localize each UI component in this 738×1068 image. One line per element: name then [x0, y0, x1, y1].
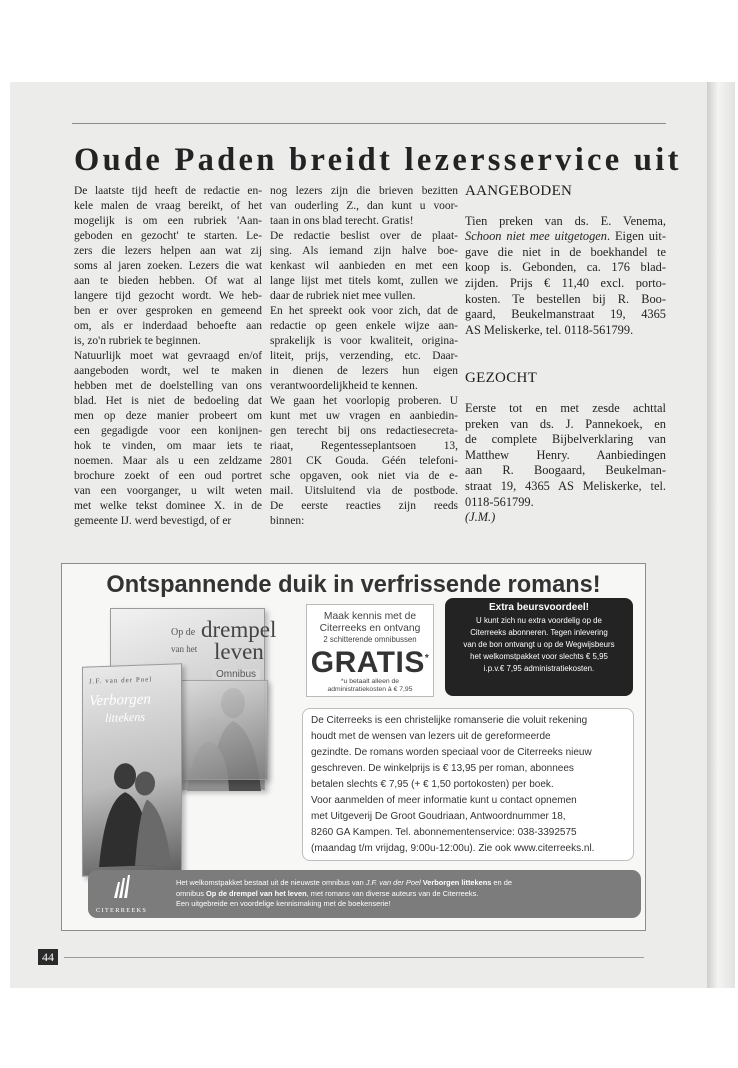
offered-line: gaard, Beukelmanstraat 19, 4365: [465, 307, 666, 322]
offered-book-title: Schoon niet mee uitgetogen: [465, 229, 607, 244]
offered-line-rest: . Eigen uit-: [607, 229, 666, 244]
extra-line: van de bon ontvangt u op de Wegwijsbeurs: [463, 640, 615, 649]
book-cover-verborgen: [82, 663, 182, 876]
book-text: leven: [214, 639, 264, 664]
extra-line: Citerreeks abonneren. Tegen inlevering: [470, 628, 608, 637]
article-line: brochure zoekt of een oud portret: [74, 470, 262, 482]
offered-text: [465, 245, 666, 339]
offered-line: Tien preken van ds. E. Venema,: [465, 213, 666, 228]
article-line: zers die lezers helpen aan wat zij: [74, 245, 262, 257]
wanted-line: Eerste tot en met zesde achttal: [465, 400, 666, 415]
gratis-asterisk: *: [424, 653, 430, 664]
article-line: sprakelijk is voor kwaliteit, origina-: [270, 335, 458, 347]
article-line: van ouderling Z., dan kunt u voor-: [270, 200, 458, 212]
article-line: lange lijst met titels komt, zullen we: [270, 275, 458, 287]
ad-footer: [88, 870, 641, 918]
citerreeks-info-box: [302, 708, 634, 861]
article-line: hok te vinden, om maar iets te: [74, 440, 262, 452]
article-line: liteit, prijs, verzending, etc. Daar-: [270, 350, 458, 362]
article-line: riaat, Regentesseplantsoen 13,: [270, 440, 458, 452]
wanted-line: de complete Bijbelverklaring van: [465, 432, 666, 447]
wanted-line: preken van ds. J. Pannekoek, en: [465, 416, 666, 431]
book-text: Omnibus: [212, 669, 260, 680]
article-line: De eerste reacties zijn reeds: [270, 500, 458, 512]
info-line: Voor aanmelden of meer informatie kunt u contact opnemen: [311, 795, 577, 806]
gratis-note: administratiekosten à € 7,95: [327, 686, 413, 693]
article-title: Oude Paden breidt lezersservice uit: [74, 142, 682, 178]
info-line: houdt met de wensen van lezers uit de gereformeerde: [311, 731, 551, 742]
info-line: met Uitgeverij De Groot Goudriaan, Antwoordnummer 18,: [311, 811, 566, 822]
gratis-offer-box: [306, 604, 434, 697]
page-edge: [707, 82, 735, 988]
wanted-line: Matthew Henry. Aanbiedingen: [465, 447, 666, 462]
article-line: daar de rubriek niet mee vullen.: [270, 290, 416, 302]
article-line: De redactie beslist over de plaat-: [270, 230, 458, 242]
article-line: noemen. Maar als u een zeldzame: [74, 455, 262, 467]
article-line: mogelijk is om een rubriek 'Aan-: [74, 215, 262, 227]
wanted-text: [465, 401, 666, 510]
article-line: 2801 CK Gouda. Géén telefoni-: [270, 455, 458, 467]
article-line: nog lezers zijn die brieven bezitten: [270, 185, 458, 197]
info-line: gezindte. De romans worden speciaal voor de Citerreeks nieuw: [311, 747, 592, 758]
book-text: Op de: [171, 627, 196, 638]
footer-text-part: Het welkomstpakket bestaat uit de nieuwste omnibus van: [176, 878, 366, 887]
footer-author: J.F. van der Poel: [365, 878, 421, 887]
gratis-note: *u betaalt alleen de: [340, 678, 400, 685]
article-line: langere tijd gezocht wordt. We heb-: [74, 290, 262, 302]
article-line: soms al jaren zoeken. Lezers die wat: [74, 260, 262, 272]
article-line: kenkast wil aanbieden en met een: [270, 260, 458, 272]
wanted-line: aan R. Boogaard, Beukelman-: [465, 463, 666, 478]
footer-book-title: Verborgen littekens: [420, 878, 492, 887]
couple-illustration: [95, 754, 175, 867]
article-column-1: [74, 184, 262, 529]
gratis-intro: Citerreeks en ontvang: [319, 623, 421, 634]
extra-line: i.p.v.€ 7,95 administratiekosten.: [483, 664, 595, 673]
wanted-heading: GEZOCHT: [465, 370, 538, 387]
article-line: binnen:: [270, 515, 305, 527]
article-line: hebben met de doelstelling van ons: [74, 380, 262, 392]
article-line: De laatste tijd heeft de redactie en-: [74, 185, 262, 197]
page-number: 44: [38, 949, 58, 965]
article-line: Natuurlijk moet wat gevraagd en/of: [74, 350, 262, 362]
article-line: ben er over gesproken en gemeend: [74, 305, 262, 317]
wanted-line: 0118-561799.: [465, 494, 534, 509]
article-line: van een voorganger, u wilt weten: [74, 485, 262, 497]
offered-line: [465, 229, 666, 245]
article-line: aan te bieden hebben. Of wat al: [74, 275, 262, 287]
article-line: kele malen de vraag bereikt, of het: [74, 200, 262, 212]
footer-text-part: omnibus: [176, 888, 206, 898]
offered-line: koop is. Gebonden, ca. 176 blad-: [465, 260, 666, 275]
article-line: is, zo'n rubriek te beginnen.: [74, 335, 201, 347]
extra-line: U kunt zich nu extra voordelig op de: [476, 616, 602, 625]
article-line: geboden en gezocht' te starten. Le-: [74, 230, 262, 242]
info-line: geschreven. De winkelprijs is € 13,95 per roman, abonnees: [311, 763, 574, 774]
footer-text-part: en de: [491, 878, 512, 887]
extra-text: [445, 615, 633, 675]
article-line: redactie op geen enkele wijze aan-: [270, 320, 458, 332]
ad-headline: Ontspannende duik in verfrissende romans!: [106, 572, 601, 598]
gratis-word: GRATIS: [310, 646, 425, 679]
offered-line: gave die niet in de boekhandel te: [465, 244, 666, 259]
wanted-line: straat 19, 4365 AS Meliskerke, tel.: [465, 478, 666, 493]
info-line: De Citerreeks is een christelijke romanserie die voluit rekening: [311, 715, 588, 726]
footer-book-title: Op de drempel van het leven: [206, 888, 307, 898]
book-text: drempel: [201, 617, 277, 642]
book-author: J.F. van der Poel: [89, 675, 153, 686]
article-line: blad. Het is niet de bedoeling dat: [74, 395, 262, 407]
article-line: in dienen de lezers hun eigen: [270, 365, 458, 377]
book-cover-back: [178, 680, 268, 780]
logo-wordmark: CITERREEKS: [96, 907, 148, 914]
article-line: men op deze manier probeert om: [74, 410, 262, 422]
offered-line: AS Meliskerke, tel. 0118-561799.: [465, 322, 634, 337]
article-line: een gegadigde voor een konijnen-: [74, 425, 262, 437]
info-line: betalen slechts € 7,95 (+ € 1,50 portokosten) per boek.: [311, 779, 554, 790]
offered-line: zijden. Prijs € 11,40 excl. porto-: [465, 275, 666, 290]
article-line: aangeboden wordt, wel te maken: [74, 365, 262, 377]
article-line: mail. Uitsluitend via de postbode.: [270, 485, 458, 497]
book-title: littekens: [105, 709, 145, 725]
footer-text-part: Een uitgebreide en voordelige kennismaking met de boekenserie!: [176, 899, 391, 909]
book-text: van het: [171, 644, 198, 654]
bottom-rule: [64, 957, 644, 958]
book-title: Verborgen: [89, 691, 151, 710]
top-rule: [72, 123, 666, 124]
article-line: sing. Als iemand zijn halve boe-: [270, 245, 458, 257]
footer-text: [176, 878, 631, 910]
signature-text: (J.M.): [465, 510, 496, 525]
article-line: verantwoordelijkheid te kennen.: [270, 380, 418, 392]
extra-offer-box: [445, 598, 633, 696]
gratis-intro: 2 schitterende omnibussen: [323, 635, 417, 644]
extra-line: het welkomstpakket voor slechts € 5,95: [470, 652, 608, 661]
info-line: (maandag t/m vrijdag, 9:00u-12:00u). Zie ook www.citerreeks.nl.: [311, 843, 595, 854]
article-line: We gaan het voorlopig proberen. U: [270, 395, 458, 407]
article-column-2: [270, 184, 458, 529]
article-line: met welke tekst dominee X. in de: [74, 500, 262, 512]
article-line: om, als er inderdaad behoefte aan: [74, 320, 262, 332]
article-line: taan in ons blad terecht. Gratis!: [270, 215, 414, 227]
article-line: kunt met uw vragen en aanbiedin-: [270, 410, 458, 422]
article-line: gemeente IJ. werd bevestigd, of er: [74, 515, 232, 527]
gratis-intro: Maak kennis met de: [323, 611, 417, 622]
article-column-3: [465, 184, 666, 526]
offered-line: kosten. Te bestellen bij R. Boo-: [465, 291, 666, 306]
article-line: gen terecht bij ons redactiesecreta-: [270, 425, 458, 437]
article-line: En het spreekt ook voor zich, dat de: [270, 305, 458, 317]
footer-text-part: , met romans van diverse auteurs van de Citerreeks.: [306, 888, 479, 898]
offered-heading: AANGEBODEN: [465, 183, 573, 199]
citerreeks-logo-icon: [112, 874, 134, 900]
info-line: 8260 GA Kampen. Tel. abonnementenservice: 038-3392575: [311, 827, 577, 838]
article-line: sche opgaven, ook niet via de e-: [270, 470, 458, 482]
gratis-label: [307, 644, 433, 678]
signature: [465, 510, 666, 526]
extra-heading: Extra beursvoordeel!: [488, 602, 590, 613]
